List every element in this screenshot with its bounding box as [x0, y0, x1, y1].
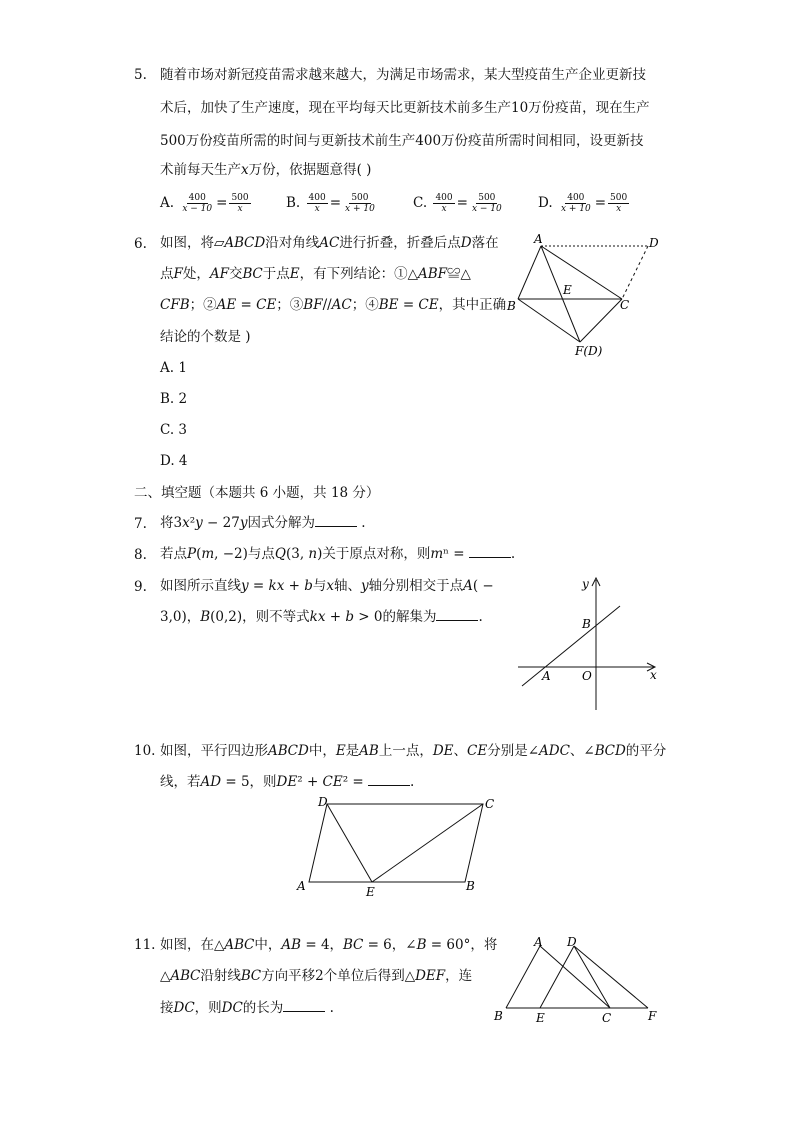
- option-c: C. 3: [160, 422, 188, 438]
- question-line: 如图，在△𝐴𝐵𝐶中，𝐴𝐵 = 4，𝐵𝐶 = 6，∠𝐵 = 60°，将: [160, 937, 498, 953]
- option-c: C. $\frac{400}{x}$ = $\frac{500}{x - 10}$: [413, 193, 502, 214]
- question-line: 接𝐷𝐶，则𝐷𝐶的长为: [160, 1000, 284, 1016]
- section-heading: 二、填空题（本题共 6 小题，共 18 分）: [134, 485, 380, 501]
- question-number: 6.: [134, 236, 147, 252]
- parallelogram-abcd: [309, 804, 483, 882]
- label-a: A: [542, 669, 551, 683]
- answer-blank[interactable]: [436, 608, 478, 621]
- answer-blank[interactable]: [315, 514, 357, 527]
- label-f: F: [648, 1009, 657, 1023]
- question-line: 如图所示直线𝑦 = 𝑘𝑥 + 𝑏与𝑥轴、𝑦轴分别相交于点𝐴( −: [160, 578, 494, 594]
- coordinate-figure: [512, 572, 662, 714]
- fold-figure: [500, 228, 670, 363]
- label-x: x: [650, 668, 657, 682]
- option-d: D. $\frac{400}{x + 10}$ = $\frac{500}{x}$: [538, 193, 628, 214]
- question-text: 若点𝑃(𝑚, −2)与点𝑄(3, 𝑛)关于原点对称，则𝑚ⁿ =: [160, 546, 469, 562]
- question-line: 结论的个数是 ): [160, 329, 251, 345]
- segment-de: [540, 946, 574, 1008]
- label-e: E: [563, 283, 572, 297]
- option-a: A. 1: [160, 360, 187, 376]
- segment-af: [541, 246, 580, 342]
- question-line: 点𝐹处，𝐴𝐹交𝐵𝐶于点𝐸，有下列结论：①△𝐴𝐵𝐹≌△: [160, 266, 471, 282]
- question-number: 9.: [134, 579, 147, 595]
- question-line: 500万份疫苗所需的时间与更新技术前生产400万份疫苗所需时间相同，设更新技: [160, 133, 644, 149]
- label-f: F(D): [575, 344, 603, 358]
- segment-dc: [574, 946, 610, 1008]
- label-d: D: [318, 795, 328, 809]
- translation-figure: [488, 930, 668, 1026]
- label-c: C: [485, 797, 495, 811]
- option-a: A. $\frac{400}{x - 10}$ = $\frac{500}{x}$: [160, 193, 249, 214]
- label-b: B: [494, 1009, 503, 1023]
- label-y: y: [582, 577, 589, 591]
- option-b: B. 2: [160, 391, 188, 407]
- label-d: D: [567, 935, 577, 949]
- line-y-kx-b: [522, 606, 620, 686]
- question-line: 𝐶𝐹𝐵；②𝐴𝐸 = 𝐶𝐸；③𝐵𝐹//𝐴𝐶；④𝐵𝐸 = 𝐶𝐸，其中正确: [160, 297, 507, 313]
- parallelogram-figure: [290, 790, 510, 900]
- segment-ac: [540, 946, 610, 1008]
- answer-blank[interactable]: [469, 545, 511, 558]
- question-number: 8.: [134, 547, 147, 563]
- label-a: A: [534, 935, 543, 949]
- label-e: E: [536, 1011, 545, 1025]
- label-c: C: [602, 1011, 612, 1025]
- label-o: O: [582, 669, 592, 683]
- question-number: 5.: [134, 67, 147, 83]
- segment-ce: [372, 804, 483, 882]
- label-b: B: [466, 879, 475, 893]
- segment-dc: [622, 246, 648, 299]
- answer-blank[interactable]: [368, 773, 410, 786]
- option-b: B. $\frac{400}{x}$ = $\frac{500}{x + 10}$: [286, 193, 375, 214]
- segment-df: [574, 946, 648, 1008]
- label-b: B: [507, 299, 516, 313]
- segment-ab: [506, 946, 540, 1008]
- question-number: 7.: [134, 516, 147, 532]
- segment-bf: [518, 299, 580, 342]
- question-line: 线，若𝐴𝐷 = 5，则𝐷𝐸² + 𝐶𝐸² =: [160, 774, 369, 790]
- segment-ab: [518, 246, 541, 299]
- label-c: C: [620, 298, 630, 312]
- question-line: 如图，平行四边形𝐴𝐵𝐶𝐷中，𝐸是𝐴𝐵上一点，𝐷𝐸、𝐶𝐸分别是∠𝐴𝐷𝐶、∠𝐵𝐶𝐷的平分: [160, 743, 667, 759]
- label-d: D: [649, 236, 659, 250]
- segment-ac: [541, 246, 622, 299]
- label-a: A: [534, 232, 543, 246]
- option-d: D. 4: [160, 453, 188, 469]
- label-e: E: [366, 885, 375, 899]
- question-number: 11.: [134, 937, 156, 953]
- question-line: 随着市场对新冠疫苗需求越来越大，为满足市场需求，某大型疫苗生产企业更新技: [160, 67, 646, 83]
- question-text: 将3𝑥²𝑦 − 27𝑦因式分解为: [160, 515, 315, 531]
- question-line: 如图，将▱𝐴𝐵𝐶𝐷沿对角线𝐴𝐶进行折叠，折叠后点𝐷落在: [160, 235, 499, 251]
- label-b: B: [582, 617, 591, 631]
- question-number: 10.: [134, 743, 156, 759]
- segment-de: [327, 804, 372, 882]
- label-a: A: [297, 879, 306, 893]
- question-line: 3,0)，𝐵(0,2)，则不等式𝑘𝑥 + 𝑏 > 0的解集为: [160, 609, 437, 625]
- question-line: 术后，加快了生产速度，现在平均每天比更新技术前多生产10万份疫苗，现在生产: [160, 100, 650, 116]
- question-line: △𝐴𝐵𝐶沿射线𝐵𝐶方向平移2个单位后得到△𝐷𝐸𝐹，连: [160, 968, 473, 984]
- answer-blank[interactable]: [283, 999, 325, 1012]
- segment-cf: [580, 299, 622, 342]
- question-line: 术前每天生产𝑥万份，依据题意得( ): [160, 162, 372, 178]
